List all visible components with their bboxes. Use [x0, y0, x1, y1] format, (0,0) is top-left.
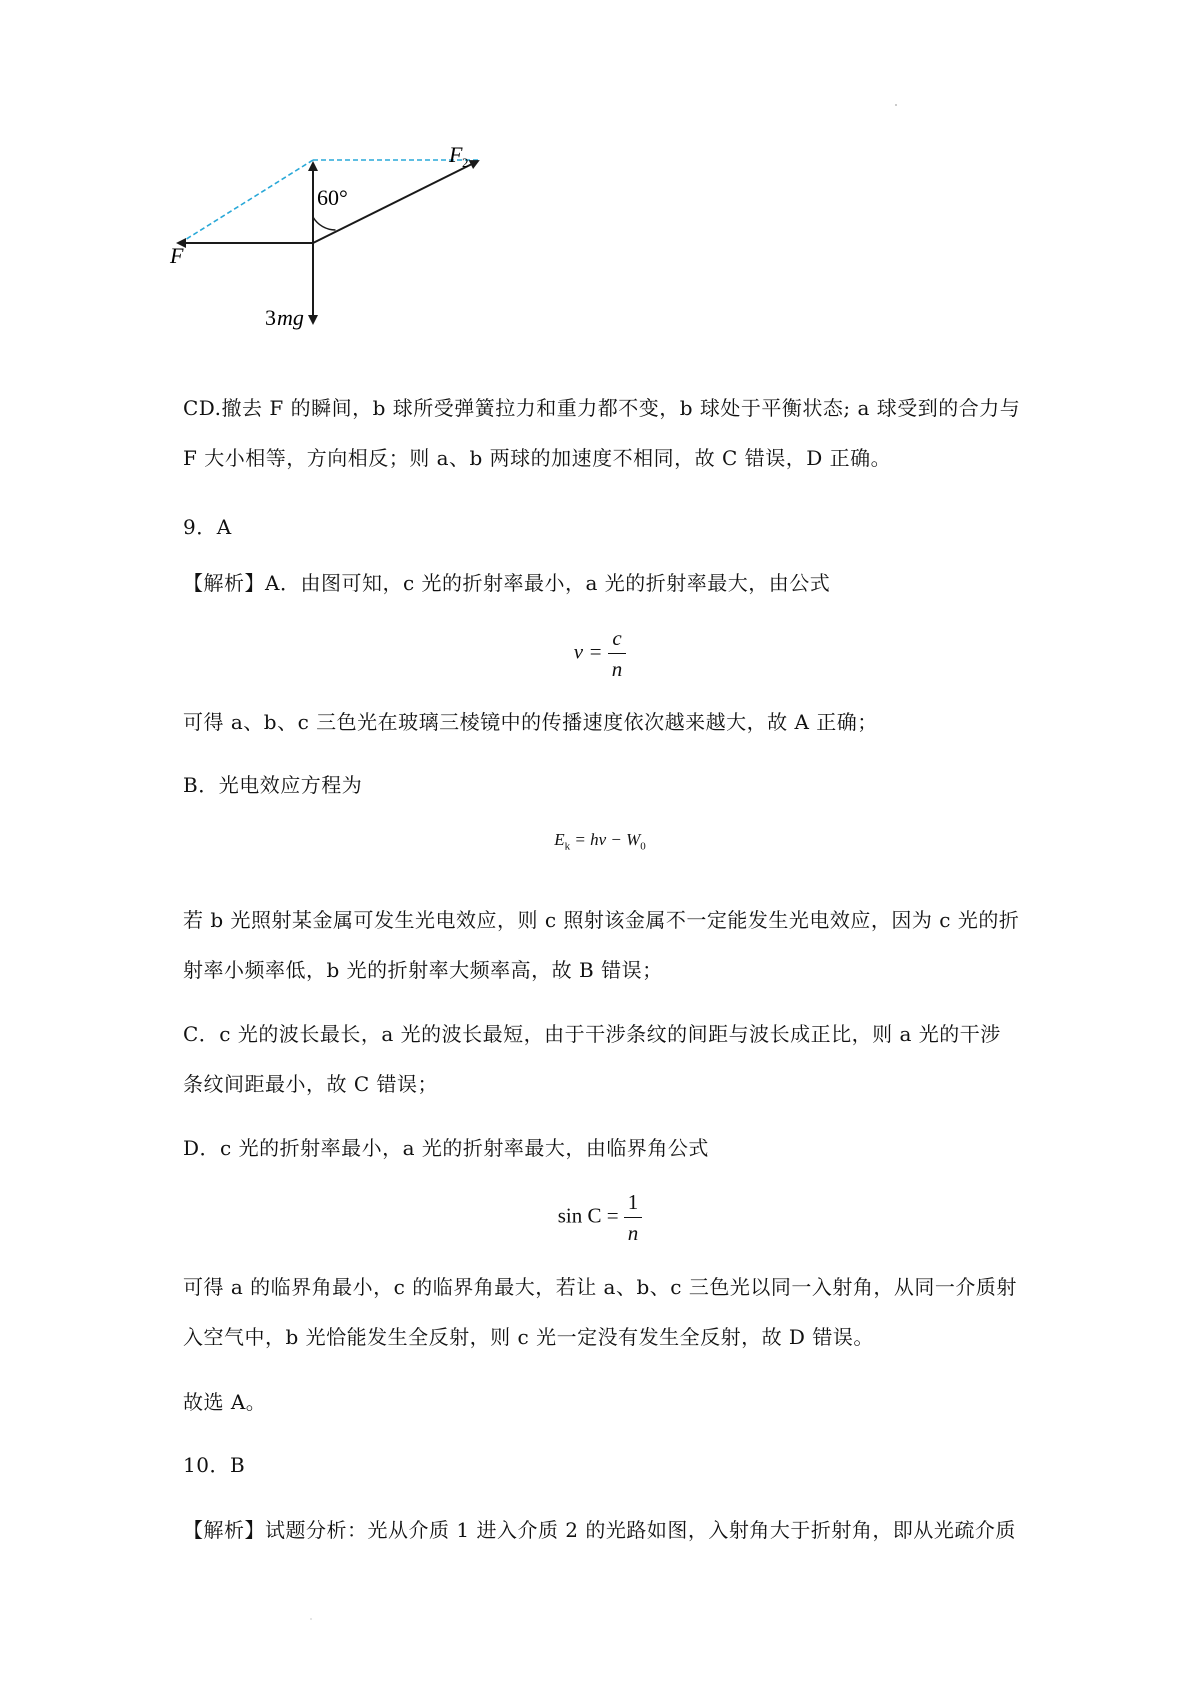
critical-lhs: sin C = — [557, 1203, 619, 1228]
photoelectric-e-sub: k — [564, 840, 571, 853]
angle-arc — [313, 217, 336, 230]
velocity-lhs: v = — [573, 639, 603, 664]
weight-coef-label: 3 — [265, 305, 276, 330]
answer-choice: 故选 A。 — [183, 1390, 267, 1414]
weight-var-label: mg — [277, 305, 304, 330]
analysis-b-line: B．光电效应方程为 — [183, 773, 363, 797]
question-10-answer: 10．B — [183, 1453, 246, 1477]
photoelectric-mid: = hν − W — [570, 830, 641, 849]
f2-label: F — [449, 142, 463, 167]
analysis-c-text-1: C．c 光的波长最长，a 光的波长最短，由于干涉条纹的间距与波长成正比，则 a 光的干涉 — [183, 1022, 1001, 1046]
text-line-2: F 大小相等，方向相反；则 a、b 两球的加速度不相同，故 C 错误，D 正确。 — [183, 446, 892, 470]
analysis-b-text-1: 若 b 光照射某金属可发生光电效应，则 c 照射该金属不一定能发生光电效应，因为 c 光的折 — [183, 908, 1020, 932]
analysis-d-text-2: 入空气中，b 光恰能发生全反射，则 c 光一定没有发生全反射，故 D 错误。 — [183, 1325, 874, 1349]
f-label: F — [170, 243, 184, 268]
speck — [895, 104, 897, 106]
velocity-numerator: c — [608, 623, 627, 654]
analysis-d-text-1: 可得 a 的临界角最小，c 的临界角最大，若让 a、b、c 三色光以同一入射角，从同一介质射 — [183, 1275, 1017, 1299]
analysis-a-conclusion: 可得 a、b、c 三色光在玻璃三棱镜中的传播速度依次越来越大，故 A 正确； — [183, 710, 878, 734]
speck — [310, 1618, 312, 1620]
question-9-answer: 9．A — [183, 515, 232, 539]
critical-denominator: n — [627, 1221, 639, 1245]
photoelectric-formula — [0, 830, 1200, 852]
analysis-d-line: D．c 光的折射率最小，a 光的折射率最大，由临界角公式 — [183, 1136, 709, 1160]
f2-subscript: 2 — [462, 155, 469, 170]
critical-fraction — [624, 1187, 643, 1248]
velocity-denominator: n — [611, 657, 623, 681]
photoelectric-w-sub: 0 — [640, 840, 646, 853]
dashed-left-edge — [180, 160, 313, 243]
velocity-fraction — [608, 623, 627, 684]
photoelectric-e: E — [554, 830, 565, 849]
analysis-10-line: 【解析】试题分析：光从介质 1 进入介质 2 的光路如图，入射角大于折射角，即从光疏介质 — [183, 1518, 1016, 1542]
analysis-c-text-2: 条纹间距最小，故 C 错误； — [183, 1072, 439, 1096]
angle-label: 60° — [317, 185, 348, 210]
text-line-1: CD.撤去 F 的瞬间，b 球所受弹簧拉力和重力都不变，b 球处于平衡状态; a 球受到的合力与 — [183, 396, 1021, 420]
critical-numerator: 1 — [624, 1187, 643, 1218]
analysis-a-line: 【解析】A．由图可知，c 光的折射率最小，a 光的折射率最大，由公式 — [183, 571, 831, 595]
analysis-b-text-2: 射率小频率低，b 光的折射率大频率高，故 B 错误； — [183, 958, 663, 982]
force-diagram — [170, 142, 535, 360]
critical-angle-formula — [0, 1187, 1200, 1248]
velocity-formula — [0, 623, 1200, 684]
